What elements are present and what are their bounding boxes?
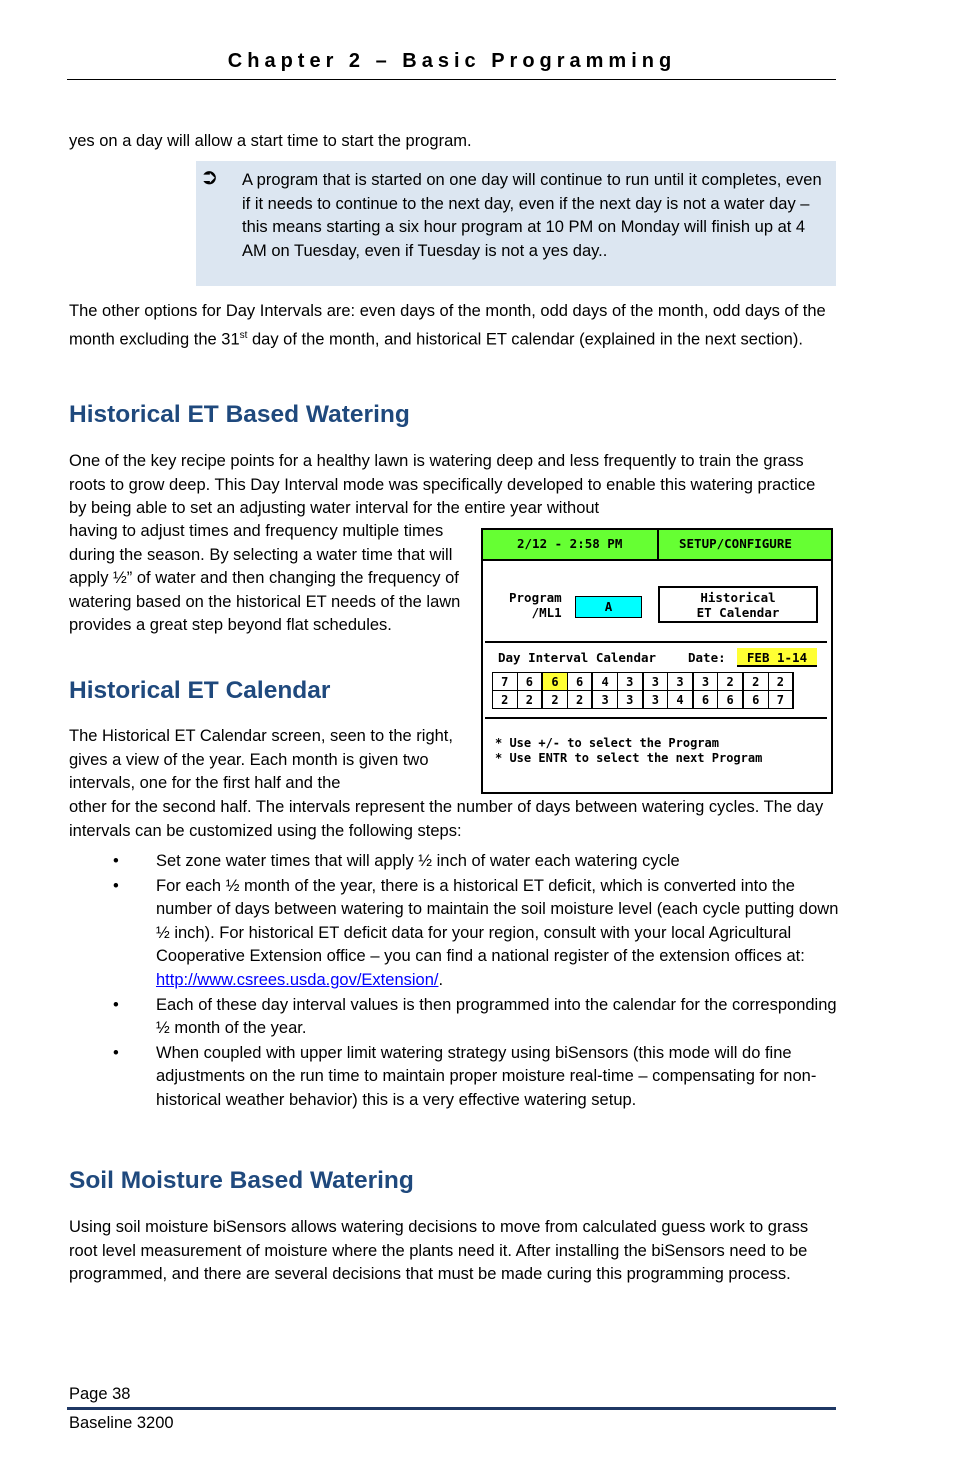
calendar-cell: 2: [567, 691, 592, 709]
bullet-icon: •: [113, 1043, 119, 1062]
calendar-cell: 4: [592, 673, 617, 691]
program-label: [509, 590, 562, 620]
calendar-cell: 3: [617, 673, 642, 691]
list-item: [69, 994, 839, 1041]
screen-instructions: [495, 736, 762, 766]
page-number: Page 38: [69, 1385, 131, 1403]
date-value: FEB 1-14: [737, 648, 817, 667]
calendar-cell: 3: [643, 673, 668, 691]
date-label: Date:: [688, 650, 726, 665]
bullet-text: Each of these day interval values is then programmed into the calendar for the corresponding ½ month of the year.: [156, 995, 837, 1038]
note-text: A program that is started on one day will continue to run until it completes, even if it needs to continue to the next day, even if the next day is not a water day – this means starting a six hour program at 10 PM on Monday will finish up at 4 AM on Tuesday, even if Tuesday is not a yes day..: [242, 171, 822, 260]
historical-et-calendar-paragraph: other for the second half. The intervals represent the number of days between watering cycles. The day intervals can be customized using the following steps:: [69, 798, 824, 840]
bullet-text: When coupled with upper limit watering strategy using biSensors (this mode will do fine adjustments on the run time to maintain proper moisture real-time – compensating for non-historical weather behavior) this is a very effective watering setup.: [156, 1043, 817, 1109]
extension-offices-link[interactable]: http://www.csrees.usda.gov/Extension/: [156, 970, 439, 989]
historical-et-calendar-wrap: The Historical ET Calendar screen, seen to the right, gives a view of the year. Each month is given two intervals, one for the first half and the: [69, 727, 453, 793]
status-divider: [657, 530, 659, 559]
steps-list: [69, 850, 839, 1114]
hist-line-1: Historical: [700, 590, 776, 605]
calendar-cell: 3: [592, 691, 617, 709]
heading-historical-et-watering: Historical ET Based Watering: [69, 401, 410, 428]
historical-et-calendar-box: [658, 586, 818, 623]
calendar-cell: 6: [718, 691, 743, 709]
bullet-icon: •: [113, 852, 119, 870]
calendar-cell: 3: [617, 691, 642, 709]
screen-mode: SETUP/CONFIGURE: [679, 536, 792, 551]
footer-rule: [67, 1407, 836, 1410]
controller-screen-figure: [481, 528, 833, 794]
arrow-right-icon: ➲: [200, 164, 219, 189]
calendar-row-first-half: [493, 673, 794, 691]
day-interval-calendar-label: Day Interval Calendar: [498, 650, 657, 665]
program-value-box: A: [575, 596, 642, 618]
list-item: [69, 1042, 839, 1113]
calendar-cell: 3: [668, 673, 693, 691]
historical-et-watering-paragraph: One of the key recipe points for a healthy lawn is watering deep and less frequently to train the grass roots to grow deep. This Day Interval mode was specifically developed to enable this watering practice by being able to set an adjusting water interval for the entire year without: [69, 452, 816, 518]
calendar-cell: 4: [668, 691, 693, 709]
calendar-cell: 2: [743, 673, 768, 691]
bullet-icon: •: [113, 876, 119, 895]
calendar-cell: 2: [718, 673, 743, 691]
header-rule: [67, 79, 836, 80]
calendar-cell: 2: [517, 691, 542, 709]
bullet-text: Set zone water times that will apply ½ inch of water each watering cycle: [156, 852, 680, 870]
calendar-cell: 7: [493, 673, 518, 691]
calendar-cell: 6: [517, 673, 542, 691]
bullet-text: For each ½ month of the year, there is a historical ET deficit, which is converted into the number of days between watering to maintain the soil moisture level (each cycle putting down ½ inch). For historical ET deficit data for your region, consult with your local Agricultural Cooperative Extension office – you can find a national register of the extension offices at:: [156, 876, 839, 966]
calendar-cell: 7: [768, 691, 793, 709]
day-interval-calendar-grid: [492, 672, 794, 709]
program-label-line-1: Program: [509, 590, 562, 605]
day-intervals-text-2: day of the month, and historical ET calendar (explained in the next section).: [247, 330, 803, 349]
chapter-header: Chapter 2 – Basic Programming: [227, 50, 677, 72]
calendar-cell: 6: [542, 673, 567, 691]
day-intervals-text-1: The other options for Day Intervals are: even days of the month, odd days of the month, odd days of the month excluding the 31: [69, 302, 826, 349]
screen-status-bar: [483, 530, 831, 561]
bullet-icon: •: [113, 995, 119, 1014]
instruction-line-1: * Use +/- to select the Program: [495, 736, 719, 750]
heading-historical-et-calendar: Historical ET Calendar: [69, 677, 331, 704]
calendar-cell: 6: [743, 691, 768, 709]
intro-line: yes on a day will allow a start time to start the program.: [69, 132, 472, 150]
historical-et-watering-wrap: having to adjust times and frequency multiple times during the season. By selecting a water time that will apply ½” of water and then changing the frequency of watering based on the historical ET needs of the lawn provides a great step beyond flat schedules.: [69, 522, 461, 635]
calendar-cell: 2: [542, 691, 567, 709]
program-label-line-2: /ML1: [531, 605, 562, 620]
list-item: [69, 850, 839, 874]
screen-divider-1: [485, 641, 827, 643]
calendar-cell: 2: [493, 691, 518, 709]
soil-moisture-paragraph: Using soil moisture biSensors allows watering decisions to move from calculated guess work to grass root level measurement of moisture where the plants need it. After installing the biSensors need to be programmed, and there are several decisions that must be made curing this programming process.: [69, 1218, 809, 1284]
day-intervals-paragraph: [69, 300, 839, 352]
list-item: [69, 875, 839, 993]
calendar-cell: 3: [693, 673, 718, 691]
heading-soil-moisture-watering: Soil Moisture Based Watering: [69, 1167, 414, 1194]
screen-divider-2: [485, 717, 827, 719]
calendar-cell: 6: [693, 691, 718, 709]
calendar-cell: 2: [768, 673, 793, 691]
calendar-cell: 6: [567, 673, 592, 691]
screen-datetime: 2/12 - 2:58 PM: [517, 536, 623, 551]
hist-line-2: ET Calendar: [696, 605, 780, 620]
instruction-line-2: * Use ENTR to select the next Program: [495, 751, 763, 765]
calendar-cell: 3: [643, 691, 668, 709]
bullet-text-end: .: [438, 970, 444, 989]
note-box: [196, 161, 836, 286]
footer-title: Baseline 3200: [69, 1414, 174, 1432]
calendar-row-second-half: [493, 691, 794, 709]
ordinal-suffix: st: [239, 329, 248, 341]
